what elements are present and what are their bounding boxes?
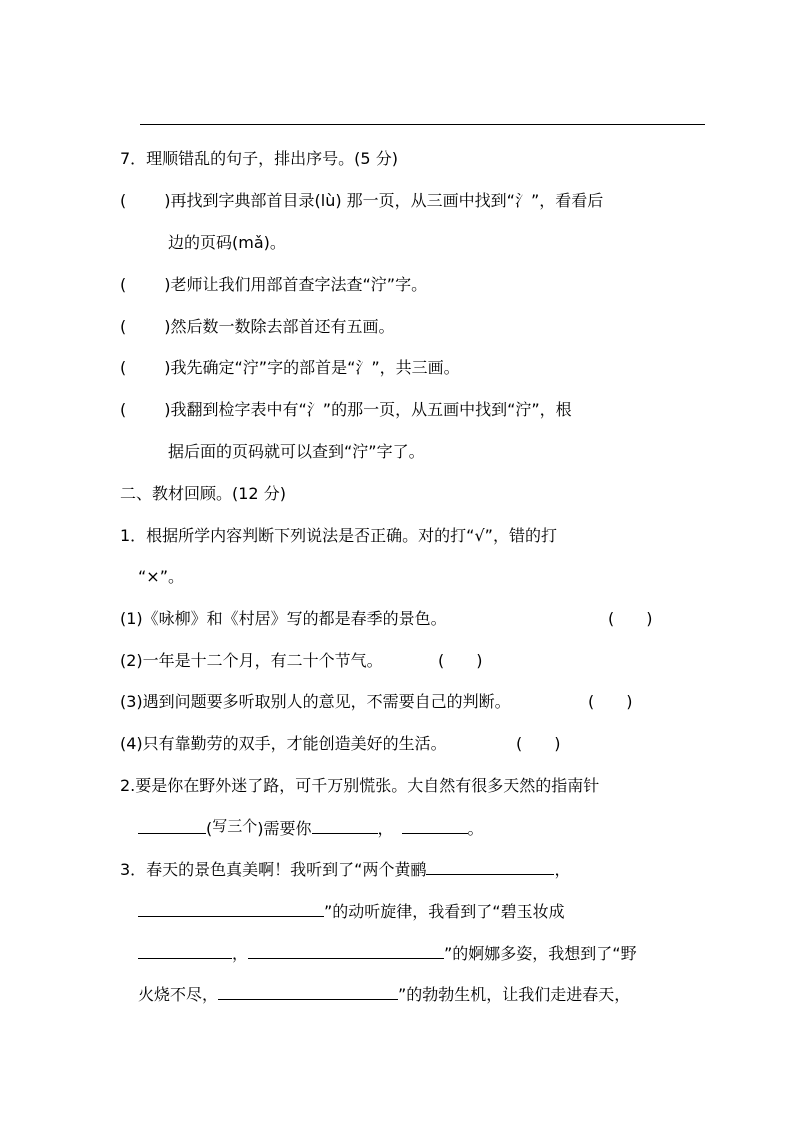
answer-blank[interactable] <box>312 817 378 834</box>
q7-item-1: ( )再找到字典部首目录(lù) 那一页，从三画中找到“氵”，看看后 <box>120 191 604 210</box>
q7-item-4: ( )我先确定“泞”字的部首是“氵”，共三画。 <box>120 358 460 377</box>
q2-prompt: 2.要是你在野外迷了路，可千万别慌张。大自然有很多天然的指南针 <box>120 776 600 795</box>
answer-blank[interactable] <box>138 900 324 917</box>
judge-paren[interactable]: ( ) <box>438 651 483 670</box>
q2-answer-line: (写三个)需要你 ， 。 <box>138 817 484 840</box>
q1-item-1: (1)《咏柳》和《村居》写的都是春季的景色。 <box>120 609 447 628</box>
q3-line-2: ”的动听旋律，我看到了“碧玉妆成 <box>138 900 565 923</box>
q1-prompt-cont: “×”。 <box>138 567 184 586</box>
q7-item-1-cont: 边的页码(mǎ)。 <box>168 233 286 252</box>
q7-item-2: ( )老师让我们用部首查字法查“泞”字。 <box>120 275 428 294</box>
q7-title: 7．理顺错乱的句子，排出序号。(5 分) <box>120 149 398 168</box>
q7-item-3: ( )然后数一数除去部首还有五画。 <box>120 317 395 336</box>
q1-prompt: 1．根据所学内容判断下列说法是否正确。对的打“√”，错的打 <box>120 526 557 545</box>
answer-blank[interactable] <box>138 942 232 959</box>
answer-blank[interactable] <box>426 858 554 875</box>
q7-item-5-cont: 据后面的页码就可以查到“泞”字了。 <box>168 442 425 461</box>
judge-paren[interactable]: ( ) <box>516 734 561 753</box>
answer-blank[interactable] <box>248 942 444 959</box>
handwritten-note: 写三个 <box>212 817 258 835</box>
q1-item-3: (3)遇到问题要多听取别人的意见，不需要自己的判断。 <box>120 692 511 711</box>
q1-item-2: (2)一年是十二个月，有二十个节气。 <box>120 651 383 670</box>
judge-paren[interactable]: ( ) <box>608 609 653 628</box>
judge-paren[interactable]: ( ) <box>588 692 633 711</box>
q1-item-4: (4)只有靠勤劳的双手，才能创造美好的生活。 <box>120 734 447 753</box>
answer-blank[interactable] <box>218 983 398 1000</box>
q7-item-5: ( )我翻到检字表中有“氵”的那一页，从五画中找到“泞”，根 <box>120 400 572 419</box>
section-2-title: 二、教材回顾。(12 分) <box>120 484 286 503</box>
header-rule <box>140 124 705 125</box>
q3-line-1: 3．春天的景色真美啊！我听到了“两个黄鹂 ， <box>120 860 571 879</box>
answer-blank[interactable] <box>402 817 468 834</box>
answer-blank[interactable] <box>138 817 206 834</box>
q3-line-4: 火烧不尽， ”的勃勃生机，让我们走进春天， <box>138 985 631 1004</box>
q3-line-3: ， ”的婀娜多姿，我想到了“野 <box>138 942 637 965</box>
